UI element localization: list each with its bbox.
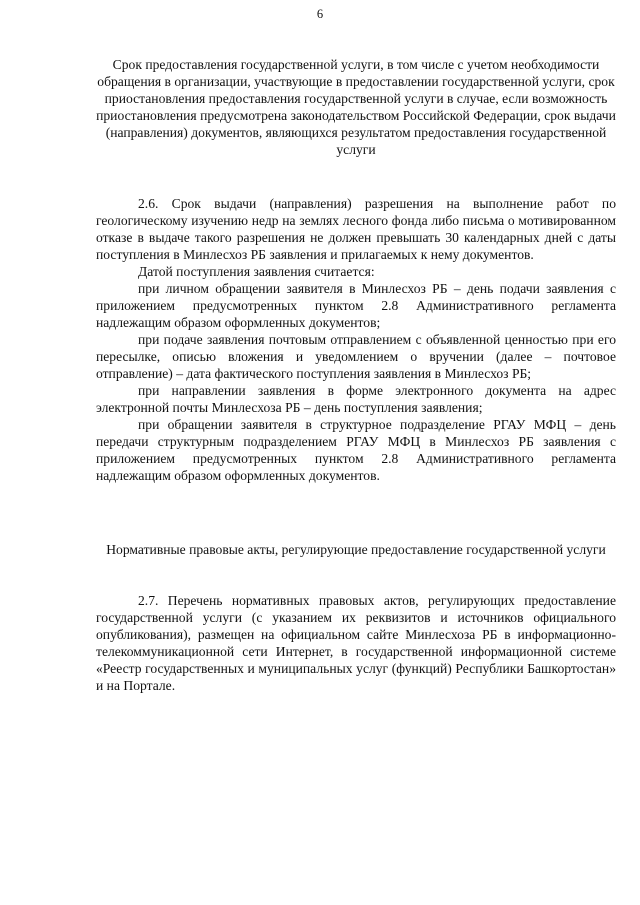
- section-heading-legal-acts: Нормативные правовые акты, регулирующие предоставление государственной услуги: [106, 542, 606, 557]
- paragraph-email-submission: при направлении заявления в форме электронного документа на адрес электронной почты Минлесхоза РБ – день поступления заявления;: [96, 383, 616, 415]
- paragraph-2-6: 2.6. Срок выдачи (направления) разрешения на выполнение работ по геологическому изучению недр на землях лесного фонда либо письма о мотивированном отказе в выдаче такого разрешения не должен превышать 30 календарных дней с даты поступления в Минлесхоз РБ заявления и прилагаемых к нему документов.: [96, 196, 616, 262]
- paragraph-postal-delivery: при подаче заявления почтовым отправлением с объявленной ценностью при его пересылке, описью вложения и уведомлением о вручении (далее – почтовое отправление) – дата фактического поступления заявления в Минлесхоз РБ;: [96, 332, 616, 381]
- page-number: 6: [316, 7, 324, 21]
- section-body-term: [96, 195, 616, 484]
- paragraph-mfc-submission: при обращении заявителя в структурное подразделение РГАУ МФЦ – день передачи структурным подразделением РГАУ МФЦ в Минлесхоз РБ заявления с приложением предусмотренных пунктом 2.8 Административного регламента надлежащим образом оформленных документов.: [96, 417, 616, 483]
- paragraph-2-7: 2.7. Перечень нормативных правовых актов, регулирующих предоставление государственной услуги (с указанием их реквизитов и источников официального опубликования), размещен на официальном сайте Минлесхоза РБ в информационно-телекоммуникационной сети Интернет, в государственной информационной системе «Реестр государственных и муниципальных услуг (функций) Республики Башкортостан» и на Портале.: [96, 593, 616, 693]
- section-heading-term: Срок предоставления государственной услуги, в том числе с учетом необходимости обращения в организации, участвующие в предоставлении государственной услуги, срок приостановления предоставления государственной услуги в случае, если возможность приостановления предусмотрена законодательством Российской Федерации, срок выдачи (направления) документов, являющихся результатом предоставления государственной услуги: [96, 57, 616, 157]
- paragraph-personal-visit: при личном обращении заявителя в Минлесхоз РБ – день подачи заявления с приложением предусмотренных пунктом 2.8 Административного регламента надлежащим образом оформленных документов;: [96, 281, 616, 330]
- section-body-legal-acts: [96, 592, 616, 694]
- paragraph-receipt-date-intro: Датой поступления заявления считается:: [138, 264, 375, 279]
